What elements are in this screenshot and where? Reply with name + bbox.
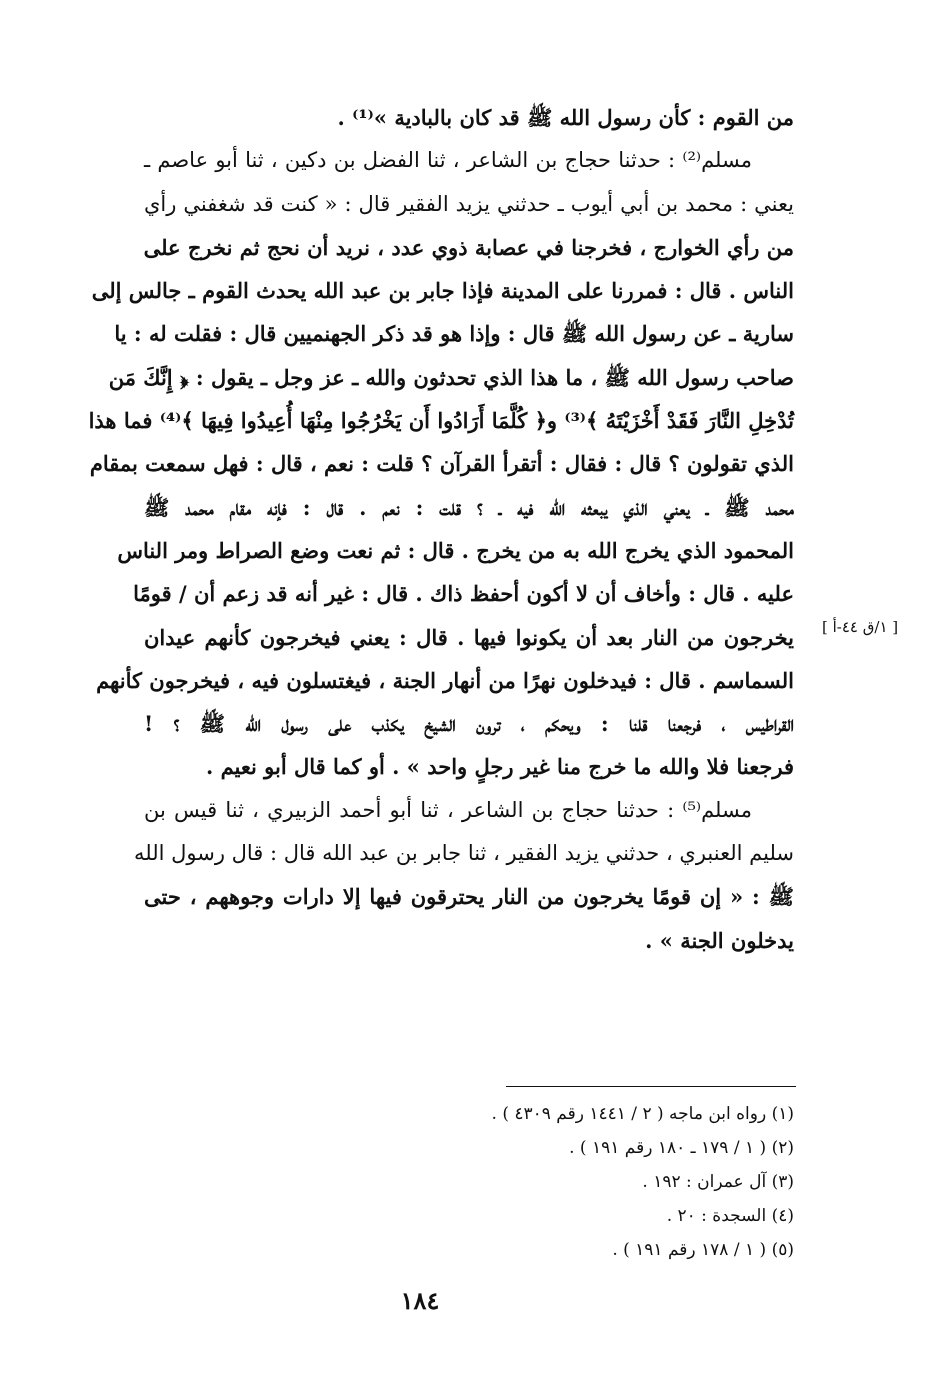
text-line: يعني : محمد بن أبي أيوب ـ حدثني يزيد الفقير قال : « كنت قد شغفني رأي — [144, 191, 794, 216]
footnote: (٤) السجدة : ٢٠ . — [666, 1206, 794, 1226]
footnote-separator — [506, 1086, 796, 1087]
footnotes — [144, 1097, 794, 1267]
text-line: من القوم : كأن رسول الله ﷺ قد كان بالبادية »⁽¹⁾ . — [337, 105, 794, 130]
text-line: يدخلون الجنة » . — [645, 927, 794, 953]
text-line: الذي تقولون ؟ قال : فقال : أتقرأ القرآن ؟ قلت : نعم ، قال : فهل سمعت بمقام — [89, 451, 794, 477]
text-line: ﷺ : « إن قومًا يخرجون من النار يحترقون فيها إلا دارات وجوههم ، حتى — [144, 884, 794, 910]
text-line: مسلم⁽²⁾ : حدثنا حجاج بن الشاعر ، ثنا الفضل بن دكين ، ثنا أبو عاصم ـ — [144, 148, 752, 173]
text-line: السماسم . قال : فيدخلون نهرًا من أنهار الجنة ، فيغتسلون فيه ، فيخرجون كأنهم — [96, 667, 794, 693]
text-line: المحمود الذي يخرج الله به من يخرج . قال : ثم نعت وضع الصراط ومر الناس — [117, 537, 794, 563]
text-line: عليه . قال : وأخاف أن لا أكون أحفظ ذاك . قال : غير أنه قد زعم أن / قومًا — [133, 581, 794, 607]
text-line: تُدْخِلِ النَّارَ فَقَدْ أَخْزَيْتَهُ ﴾⁽³⁾ و﴿ كُلَّمَا أَرَادُوا أَن يَخْرُجُوا مِنْهَا أُعِيدُوا فِيهَا ﴾⁽⁴⁾ فما هذا — [88, 408, 794, 434]
text-line: صاحب رسول الله ﷺ ، ما هذا الذي تحدثون والله ـ عز وجل ـ يقول : ﴿ إِنَّكَ مَن — [108, 364, 794, 390]
text-line: الناس . قال : فمررنا على المدينة فإذا جابر بن عبد الله يحدث القوم ـ جالس إلى — [91, 278, 794, 304]
text-line: سارية ـ عن رسول الله ﷺ قال : وإذا هو قد ذكر الجهنميين قال : فقلت له : يا — [114, 321, 794, 347]
footnote: (٢) ( ١ / ١٧٩ ـ ١٨٠ رقم ١٩١ ) . — [569, 1138, 794, 1158]
text-line: مسلم⁽⁵⁾ : حدثنا حجاج بن الشاعر ، ثنا أبو أحمد الزبيري ، ثنا قيس بن — [144, 797, 752, 822]
text-line: سليم العنبري ، حدثني يزيد الفقير ، ثنا جابر بن عبد الله قال : قال رسول الله — [134, 841, 794, 866]
text-line: القراطيس ، فرجعنا قلنا : ويحكم ، ترون الشيخ يكذب على رسول الله ﷺ ؟ ! — [144, 711, 794, 737]
footnote: (٥) ( ١ / ١٧٨ رقم ١٩١ ) . — [612, 1240, 794, 1260]
text-line: فرجعنا فلا والله ما خرج منا غير رجلٍ واحد » . أو كما قال أبو نعيم . — [205, 754, 794, 780]
footnote: (٣) آل عمران : ١٩٢ . — [642, 1172, 794, 1192]
main-text — [88, 96, 794, 962]
page-number: ١٨٤ — [400, 1286, 440, 1315]
text-line: محمد ﷺ ـ يعني الذي يبعثه الله فيه ـ ؟ قلت : نعم . قال : فإنه مقام محمد ﷺ — [144, 494, 794, 520]
footnote: (١) رواه ابن ماجه ( ٢ / ١٤٤١ رقم ٤٣٠٩ ) . — [491, 1104, 794, 1124]
manuscript-folio-note: [ ١/ق ٤٤-أ ] — [822, 618, 899, 636]
text-line: من رأي الخوارج ، فخرجنا في عصابة ذوي عدد ، نريد أن نحج ثم نخرج على — [143, 234, 794, 260]
text-line: يخرجون من النار بعد أن يكونوا فيها . قال : يعني فيخرجون كأنهم عيدان — [144, 624, 794, 650]
